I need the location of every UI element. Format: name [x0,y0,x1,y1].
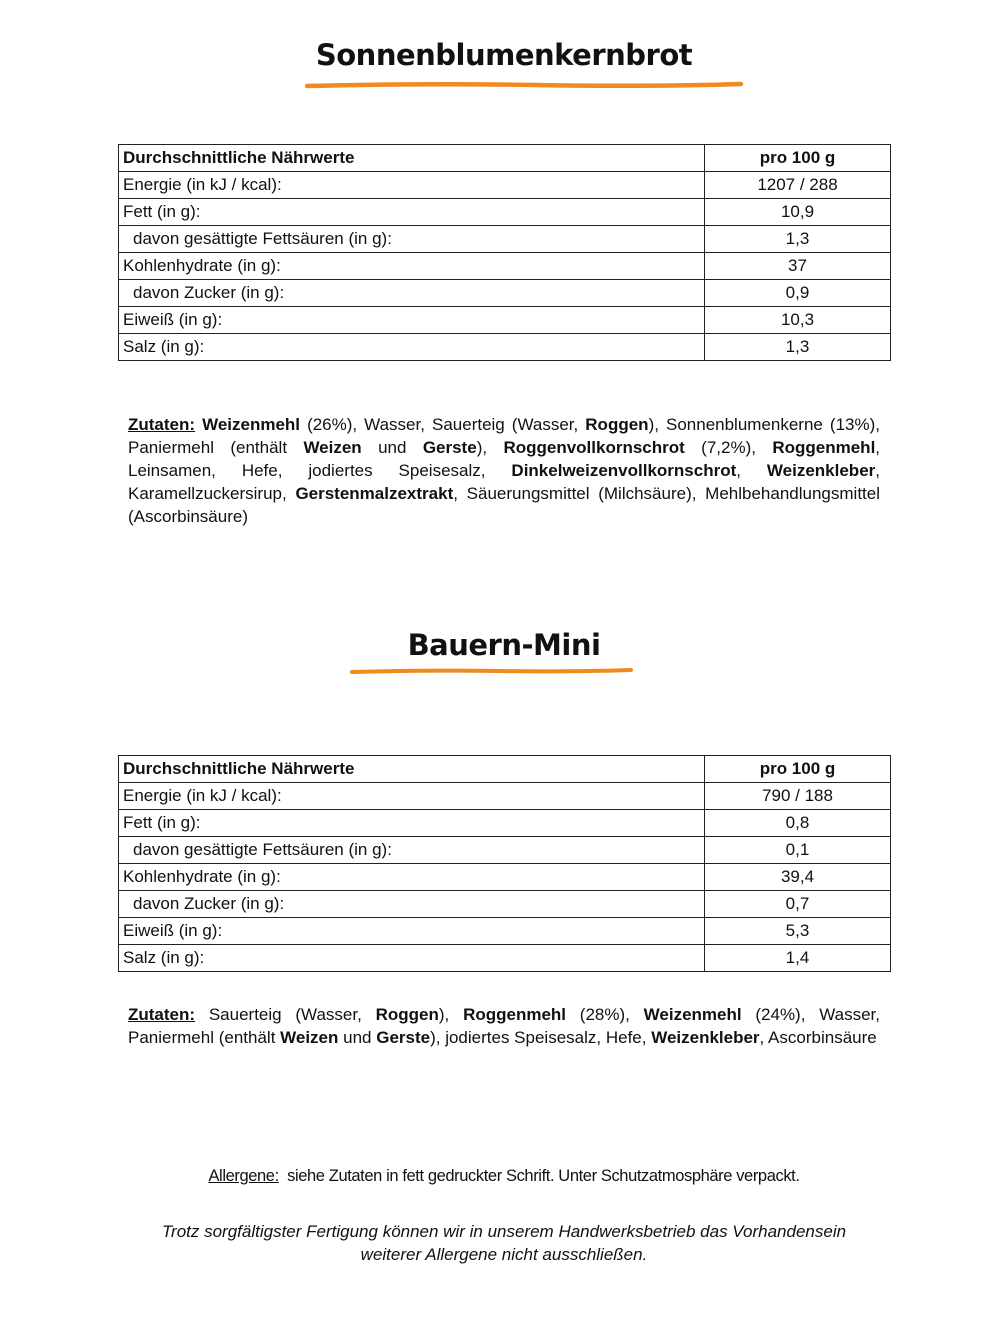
table-row [119,810,891,837]
row-label: Salz (in g): [119,945,705,972]
allergen-label: Allergene: [208,1167,279,1185]
row-value: 1,3 [705,334,891,361]
ingredient-text: , Säuerungsmittel (Milchsäure), Mehlbehandlungsmittel (Ascorbinsäure) [128,484,880,526]
row-value: 5,3 [705,918,891,945]
row-value: 1207 / 288 [705,172,891,199]
row-value: 0,8 [705,810,891,837]
ingredients-paragraph [128,1003,880,1049]
row-label: Fett (in g): [119,810,705,837]
table-row [119,226,891,253]
row-label: Kohlenhydrate (in g): [119,253,705,280]
row-label: Kohlenhydrate (in g): [119,864,705,891]
allergen-ingredient: Roggen [375,1005,439,1024]
row-label: Fett (in g): [119,199,705,226]
ingredient-text: (7,2%), [684,438,773,457]
table-row [119,253,891,280]
row-value: 37 [705,253,891,280]
allergen-ingredient: Weizenkleber [766,461,876,480]
table-row [119,172,891,199]
row-label: Energie (in kJ / kcal): [119,172,705,199]
row-value: 1,4 [705,945,891,972]
row-label: Eiweiß (in g): [119,918,705,945]
table-row [119,307,891,334]
row-value: 1,3 [705,226,891,253]
ingredient-text: Sauerteig (Wasser, [195,1005,376,1024]
allergen-ingredient: Weizenkleber [651,1028,760,1047]
allergen-text: siehe Zutaten in fett gedruckter Schrift. Unter Schutzatmosphäre verpackt. [278,1167,800,1185]
row-label: Salz (in g): [119,334,705,361]
ingredient-text: (28%), [566,1005,644,1024]
table-row [119,918,891,945]
allergen-ingredient: Weizen [280,1028,339,1047]
ingredient-text: , Ascorbinsäure [759,1028,877,1047]
allergen-ingredient: Roggenmehl [772,438,876,457]
table-row [119,864,891,891]
table-row [119,891,891,918]
ingredient-text: , Leinsamen, Hefe, jodiertes Speisesalz, [128,438,881,480]
ingredient-text: ), [476,438,504,457]
ingredient-text: , Karamellzuckersirup, [128,461,880,503]
header-label: Durchschnittliche Nährwerte [119,145,705,172]
row-label: davon Zucker (in g): [119,280,705,307]
allergen-ingredient: Gerste [376,1028,431,1047]
row-label: Eiweiß (in g): [119,307,705,334]
product-title: Bauern-Mini [407,628,601,662]
nutrition-table [118,144,891,361]
header-per-100g: pro 100 g [705,756,891,783]
row-label: Energie (in kJ / kcal): [119,783,705,810]
allergen-ingredient: Roggen [585,415,649,434]
header-per-100g: pro 100 g [705,145,891,172]
ingredients-label: Zutaten: [128,415,196,434]
allergen-note [0,1167,1008,1186]
ingredient-text: ), Sonnenblumenkerne (13%), Paniermehl (enthält [128,415,880,457]
table-row [119,783,891,810]
allergen-ingredient: Weizenmehl [202,415,301,434]
ingredient-text: (24%), Wasser, Paniermehl (enthält [128,1005,880,1047]
table-header-row [119,756,891,783]
table-row [119,837,891,864]
row-value: 0,9 [705,280,891,307]
nutrition-table [118,755,891,972]
title-underline-swash [350,665,635,679]
ingredient-text: ), [438,1005,464,1024]
row-label: davon Zucker (in g): [119,891,705,918]
row-value: 0,1 [705,837,891,864]
header-label: Durchschnittliche Nährwerte [119,756,705,783]
ingredient-text: und [361,438,423,457]
allergen-ingredient: Roggenmehl [463,1005,567,1024]
ingredient-text: und [338,1028,377,1047]
row-value: 10,9 [705,199,891,226]
row-value: 10,3 [705,307,891,334]
row-label: davon gesättigte Fettsäuren (in g): [119,226,705,253]
row-value: 790 / 188 [705,783,891,810]
allergen-ingredient: Gerste [422,438,477,457]
ingredient-text: ), jodiertes Speisesalz, Hefe, [430,1028,652,1047]
table-row [119,945,891,972]
row-label: davon gesättigte Fettsäuren (in g): [119,837,705,864]
table-row [119,280,891,307]
table-header-row [119,145,891,172]
allergen-ingredient: Gerstenmalzextrakt [295,484,454,503]
ingredient-text: (26%), Wasser, Sauerteig (Wasser, [300,415,586,434]
ingredients-paragraph [128,413,880,528]
table-row [119,199,891,226]
title-underline-swash [305,78,745,94]
row-value: 39,4 [705,864,891,891]
allergen-ingredient: Roggenvollkornschrot [503,438,685,457]
allergen-ingredient: Dinkelweizenvollkornschrot [511,461,737,480]
table-row [119,334,891,361]
product-title: Sonnenblumenkernbrot [315,38,693,72]
allergen-disclaimer: Trotz sorgfältigster Fertigung können wir in unserem Handwerksbetrieb das Vorhandensein weiterer Allergene nicht ausschließen. [161,1222,847,1264]
row-value: 0,7 [705,891,891,918]
allergen-ingredient: Weizenmehl [643,1005,742,1024]
ingredients-label: Zutaten: [128,1005,196,1024]
ingredient-text: , [736,461,767,480]
allergen-ingredient: Weizen [303,438,362,457]
